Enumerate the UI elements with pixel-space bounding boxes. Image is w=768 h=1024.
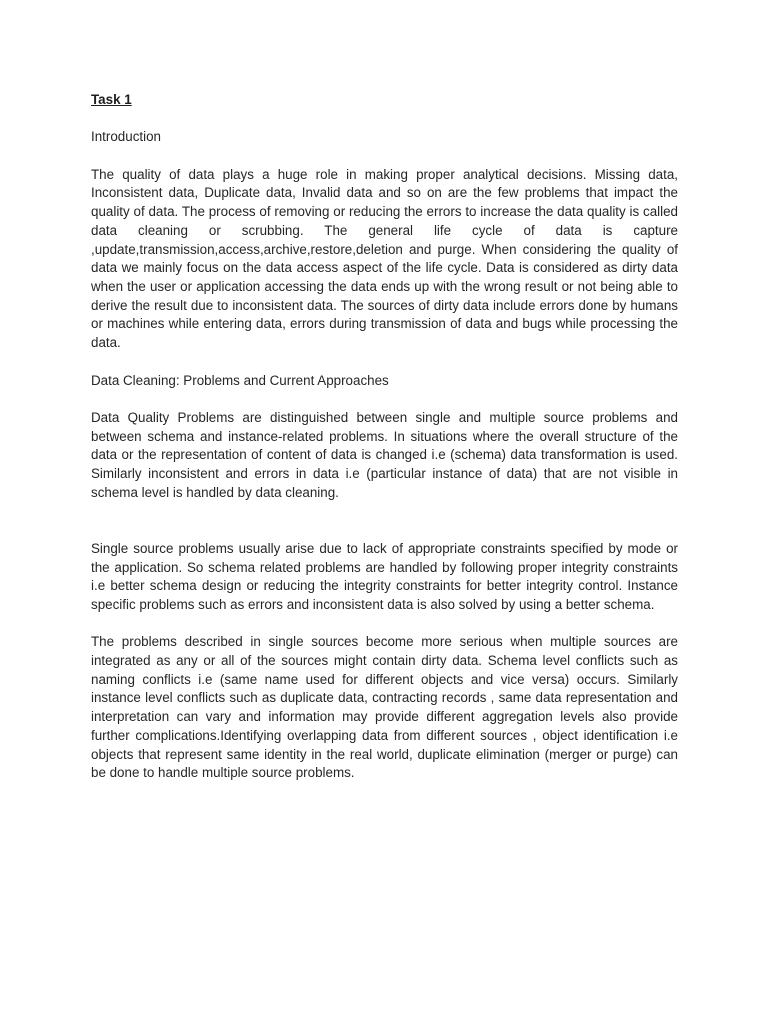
paragraph-introduction: The quality of data plays a huge role in making proper analytical decisions. Missing data, Inconsistent data, Duplicate data, Invalid data and so on are the few problems that impact the quality of data. The process of removing or reducing the errors to increase the data quality is called data cleaning or scrubbing. The general life cycle of data is capture ,update,transmission,access,archive,restore,deletion and purge. When considering the quality of data we mainly focus on the data access aspect of the life cycle. Data is considered as dirty data when the user or application accessing the data ends up with the wrong result or not being able to derive the result due to inconsistent data. The sources of dirty data include errors done by humans or machines while entering data, errors during transmission of data and bugs while processing the data. (91, 166, 678, 351)
document-title: Task 1 (91, 92, 132, 107)
section-heading-data-cleaning: Data Cleaning: Problems and Current Approaches (91, 372, 389, 388)
document-body (91, 91, 678, 783)
paragraph-single-source-problems: Single source problems usually arise due to lack of appropriate constraints specified by mode or the application. So schema related problems are handled by following proper integrity constraints i.e better schema design or reducing the integrity constraints for better integrity control. Instance specific problems such as errors and inconsistent data is also solved by using a better schema. (91, 540, 678, 612)
section-heading-introduction: Introduction (91, 129, 161, 145)
paragraph-multiple-source-problems: The problems described in single sources become more serious when multiple sources are integrated as any or all of the sources might contain dirty data. Schema level conflicts such as naming conflicts i.e (same name used for different objects and vice versa) occurs. Similarly instance level conflicts such as duplicate data, contracting records , same data representation and interpretation can vary and information may provide different aggregation levels also provide further complications.Identifying overlapping data from different sources , object identification i.e objects that represent same identity in the real world, duplicate elimination (merger or purge) can be done to handle multiple source problems. (91, 634, 678, 781)
paragraph-data-quality-problems: Data Quality Problems are distinguished between single and multiple source problems and between schema and instance-related problems. In situations where the overall structure of the data or the representation of content of data is changed i.e (schema) data transformation is used. Similarly inconsistent and errors in data i.e (particular instance of data) that are not visible in schema level is handled by data cleaning. (91, 409, 678, 500)
